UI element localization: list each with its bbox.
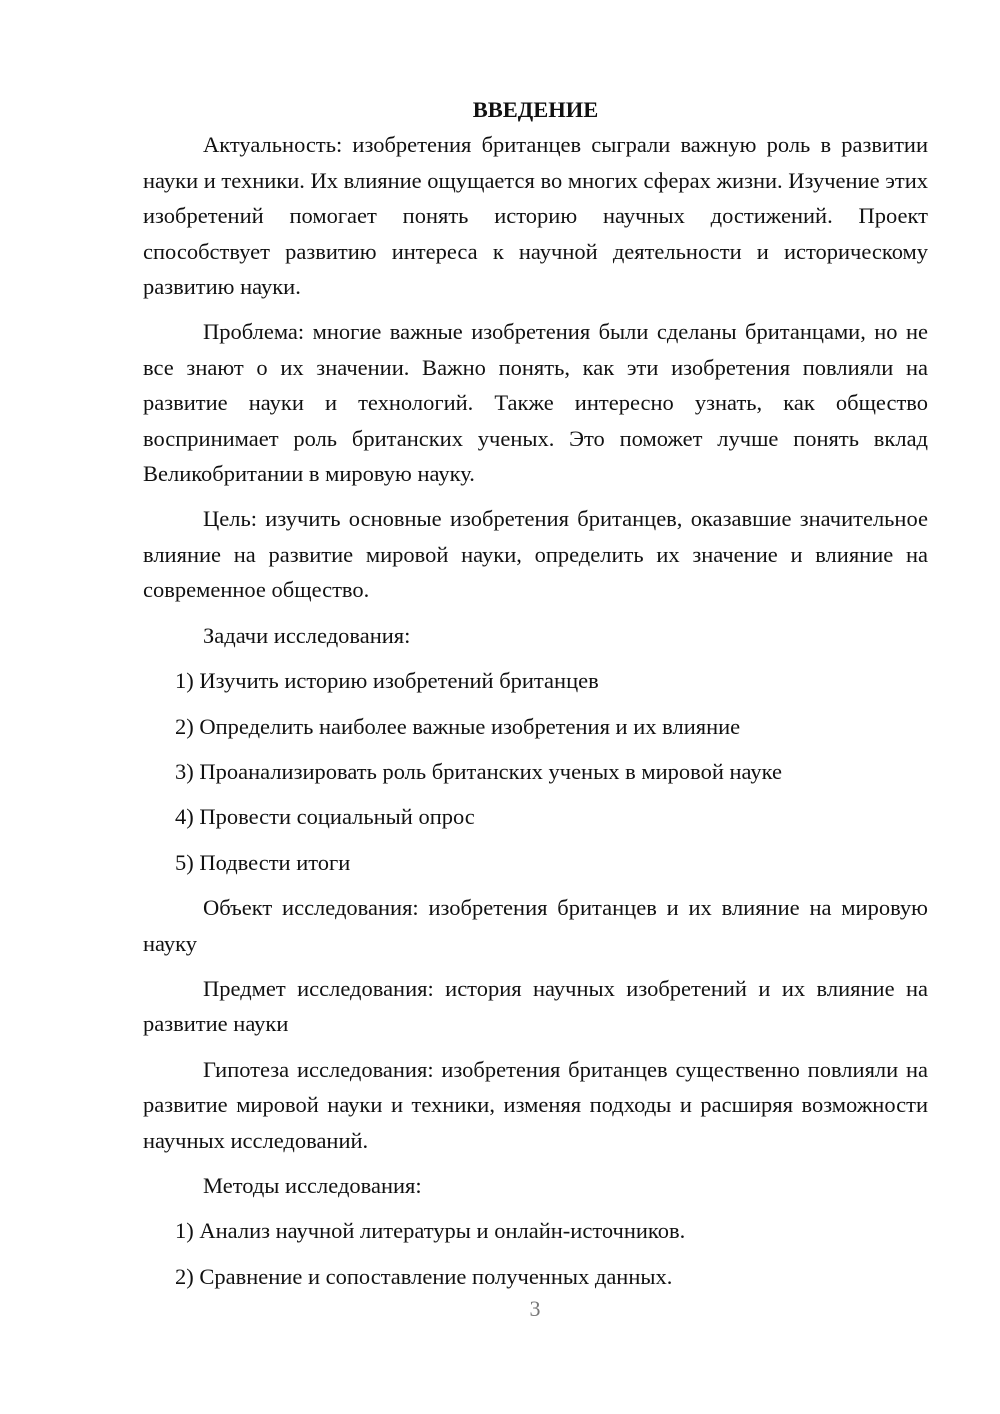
paragraph-object: Объект исследования: изобретения британцев и их влияние на мировую науку [143, 895, 928, 956]
task-item: 3) Проанализировать роль британских ученых в мировой науке [175, 758, 782, 784]
tasks-heading: Задачи исследования: [203, 622, 411, 648]
tasks-list [143, 663, 928, 880]
page-content [143, 92, 928, 1294]
methods-heading: Методы исследования: [203, 1172, 422, 1198]
method-item: 2) Сравнение и сопоставление полученных данных. [175, 1263, 673, 1289]
paragraph-subject: Предмет исследования: история научных изобретений и их влияние на развитие науки [143, 975, 928, 1037]
paragraph-problem: Проблема: многие важные изобретения были сделаны британцами, но не все знают о их значении. Важно понять, как эти изобретения повлияли на развитие науки и технологий. Также интересно узнать, как общество воспринимает роль британских ученых. Это поможет лучше понять вклад Великобритании в мировую науку. [143, 319, 928, 487]
task-item: 4) Провести социальный опрос [175, 804, 475, 830]
task-item: 1) Изучить историю изобретений британцев [175, 668, 599, 694]
page-number: 3 [529, 1296, 541, 1321]
task-item: 2) Определить наиболее важные изобретения и их влияние [175, 713, 741, 739]
task-item: 5) Подвести итоги [175, 849, 351, 875]
method-item: 1) Анализ научной литературы и онлайн-источников. [175, 1218, 686, 1244]
paragraph-relevance: Актуальность: изобретения британцев сыграли важную роль в развитии науки и техники. Их влияние ощущается во многих сферах жизни. Изучение этих изобретений помогает понять историю научных достижений. Проект способствует развитию интереса к научной деятельности и историческому развитию науки. [143, 132, 928, 300]
paragraph-goal: Цель: изучить основные изобретения британцев, оказавшие значительное влияние на развитие мировой науки, определить их значение и влияние на современное общество. [143, 506, 928, 603]
methods-list [143, 1213, 928, 1294]
section-title: ВВЕДЕНИЕ [472, 97, 599, 122]
paragraph-hypothesis: Гипотеза исследования: изобретения британцев существенно повлияли на развитие мировой науки и техники, изменяя подходы и расширяя возможности научных исследований. [143, 1056, 928, 1153]
